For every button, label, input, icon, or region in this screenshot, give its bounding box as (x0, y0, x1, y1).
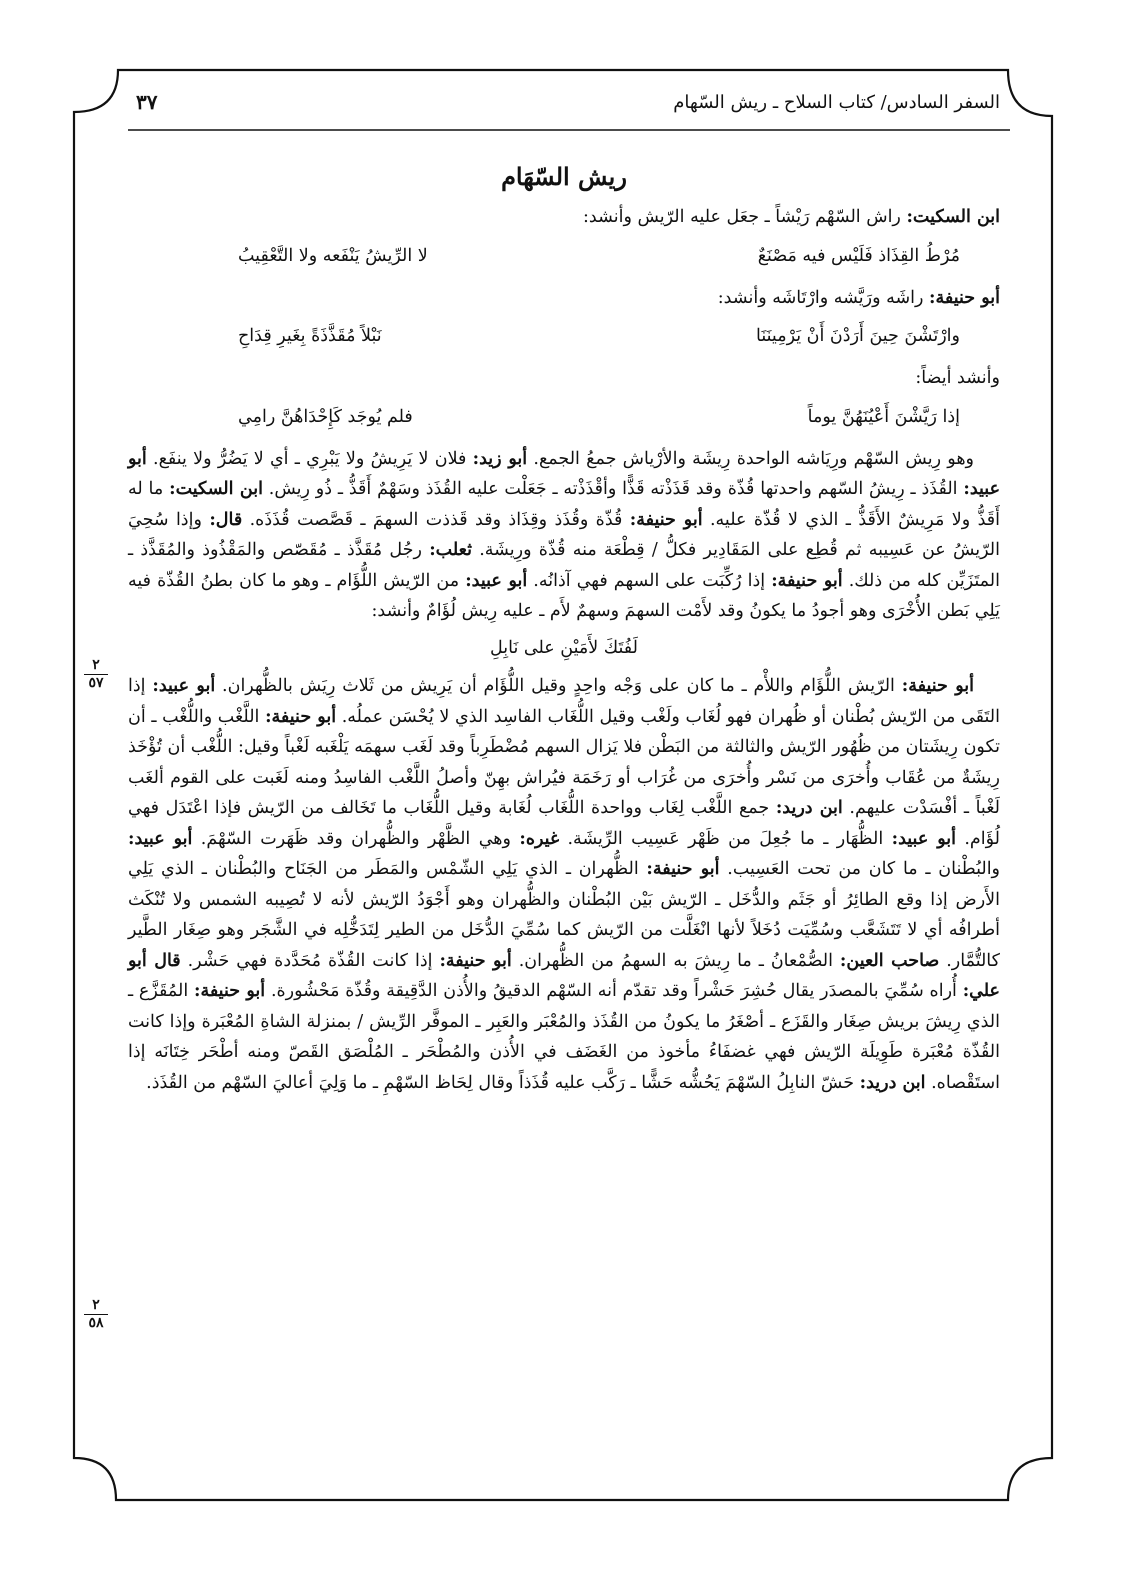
paragraph (128, 363, 1000, 394)
paragraph-text: من الرّيش اللُّؤَام ـ وهو ما كان بطنُ القُذّة فيه يَلِي بَطن الأُخْرَى وهو أجودُ ما يكونُ وقد لأَمْت السهمَ وسهمٌ لأَم ـ عليه رِيش لُؤَامٌ وأنشد: (128, 570, 1000, 621)
running-title: السفر السادس/ كتاب السلاح ـ ريش السّهام (673, 92, 1000, 113)
speaker-name: أبو حنيفة: (265, 706, 337, 727)
paragraph (128, 202, 1000, 233)
paragraph-text: اللَّغْب واللُّغْب ـ أن تكون رِيشَتان من ظُهُور الرّيش والثالثة من البَطْن فلا يَزال السهم مُضْطَرِباً وقد لَغَب سهمَه يَلْغَبه لَغْباً وقيل: اللُّغْب أن تُؤْخَذ رِيشَةٌ من عُقَاب وأُخرَى من نَسْر وأُخرَى من غُرَاب أو رَخَمَة فيُراش بهِنّ وأصلُ اللَّغْب الفاسِدُ ومنه لَغَبت على القوم ألغَب لَغْباً ـ أفْسَدْت عليهم. (128, 706, 1000, 818)
paragraph-text: حَشّ النابِلُ السّهْمَ يَحُشُّه حَشًّا ـ رَكَّب عليه قُذَذاً وقال لِحَاظ السّهْمِ ـ ما وَلِيَ أعاليَ السّهْم من القُذَذ. (146, 1072, 860, 1093)
paragraph-text: أُراه سُمِّيَ بالمصدَر يقال حُشِرَ حَشْراً وقد تقدّم أنه السّهْم الدقيقُ والأُذن الدَّقِيقة وقُذّة مَحْشُورة. (265, 981, 963, 1001)
speaker-name: أبو حنيفة: (439, 950, 512, 971)
paragraph-text: وهو رِيش السّهْم ورِيَاشه الواحدة رِيشَة والأرْياش جمعُ الجمع. (527, 448, 974, 469)
speaker-name: أبو حنيفة: (629, 509, 703, 530)
speaker-name: أبو حنيفة: (646, 859, 720, 879)
section-title: ريش السّهَام (501, 162, 627, 191)
speaker-name: أبو حنيفة: (771, 570, 843, 591)
paragraph-text: راشَه ورَيَّشه وارْتَاشَه وأنشد: (717, 287, 930, 308)
paragraph-text: ما له أَقَذُّ ولا مَرِيشٌ الأَقَذُّ ـ الذي لا قُذّة عليه. (128, 479, 1000, 530)
paragraph-text: إذا رُكِّبَت على السهم فهي آذانُه. (527, 570, 772, 591)
verse-second-hemistich: نَبْلاً مُقَذَّذَةً بِغَيرِ قِدَاحِ (238, 326, 382, 346)
paragraph-text: الظُّهَار ـ ما جُعِلَ من ظَهْر عَسِيب الرِّيشَة. (559, 828, 892, 849)
margin-ref-page: ٥٧ (88, 675, 104, 691)
margin-ref-page: ٥٨ (88, 1315, 104, 1331)
paragraph-text: الصُّمْعانُ ـ ما رِيشَ به السهمُ من الظُّهران. (511, 950, 840, 971)
paragraph-text: وأنشد أيضاً: (915, 368, 1000, 388)
margin-ref-volume: ٢ (92, 657, 100, 673)
speaker-name: ثعلب: (429, 540, 472, 560)
page-body (128, 160, 1000, 1098)
speaker-name: أبو عبيد: (891, 828, 956, 849)
speaker-name: ابن دريد: (775, 798, 843, 818)
paragraph-text: إذا كانت القُذّة مُحَدَّدة فهي حَشْر. (180, 950, 440, 971)
paragraph-text: جمع اللَّغْب لِغَاب وواحدة اللُّغَاب لُغَابة وقيل اللُّغَاب ما تَخَالف من الرّيش فإذا اعْتَدَل فهي لُؤَام. (128, 798, 1001, 849)
poetry-half-verse: لَفُتَكَ لأَمَيْنِ على نَابِلِ (489, 637, 638, 658)
speaker-name: أبو عبيد: (128, 448, 1001, 499)
speaker-name: أبو حنيفة: (929, 287, 1000, 308)
speaker-name: أبو عبيد: (128, 828, 193, 849)
speaker-name: غيره: (519, 828, 560, 849)
paragraph-text: وهي الظَّهْر والظُّهران وقد ظَهَرت السّهْمَ. (192, 828, 520, 849)
verse-first-hemistich: إذا رَيَّشْنَ أَعْيُنَهُنَّ يوماً (807, 406, 960, 427)
margin-reference (80, 1298, 112, 1331)
poetry-verse (128, 313, 1000, 363)
speaker-name: صاحب العين: (839, 950, 940, 971)
margin-reference (80, 658, 112, 691)
paragraph-text: فلان لا يَرِيشُ ولا يَبْرِي ـ أي لا يَضُرُّ ولا ينفَع. (146, 448, 473, 469)
paragraph-text: راش السّهْم رَيْشاً ـ جعَل عليه الرّيش وأنشد: (583, 207, 907, 227)
speaker-name: قال: (209, 509, 243, 530)
page-number: ٣٧ (136, 90, 158, 114)
speaker-name: أبو عبيد: (465, 570, 528, 591)
paragraph-text: الرّيش اللُّؤَام واللأْم ـ ما كان على وَجْه واحِدٍ وقيل اللُّؤَام أن يَرِيش من ثَلاث رِيَش بالظُّهران. (215, 676, 902, 696)
paragraph (128, 444, 1000, 627)
paragraph (128, 671, 1000, 1098)
paragraph (128, 283, 1000, 314)
verse-first-hemistich: مُرْطُ القِذَاذ فَلَيْس فيه مَصْنَعٌ (757, 245, 960, 266)
verse-first-hemistich: وارْتَشْنَ حِينَ أَرَدْنَ أَنْ يَرْمِينَنَا (756, 326, 960, 346)
speaker-name: أبو حنيفة: (193, 981, 266, 1001)
verse-second-hemistich: فلم يُوجَد كَإِحْدَاهُنَّ رامِي (238, 406, 413, 427)
paragraph-text: القُذَذ ـ رِيشُ السّهم واحدتها قُذّة وقد قَذَذْته قَذًّا وأقْذَذْته ـ جَعَلْت عليه القُذَذ وسَهْمٌ أَقَذُّ ـ ذُو رِيش. (262, 479, 964, 499)
paragraph-text: إذا التَقَى من الرّيش بُطْنان أو ظُهران فهو لُغَاب ولَغْب وقيل اللُّغَاب الفاسِد الذي لا يُحْسَن عملُه. (128, 676, 1000, 727)
speaker-name: قال أبو علي: (128, 950, 1000, 1001)
speaker-name: ابن السكيت: (906, 207, 1000, 227)
speaker-name: ابن دريد: (859, 1072, 926, 1093)
paragraph-text: الظُّهران ـ الذي يَلِي الشّمْس والمَطَر من الجَنَاح والبُطْنان ـ الذي يَلِي الأَرض إذا وقع الطائِرُ أو جَثَم والدُّخَل ـ الرّيش بَيْن البُطْنان والظُّهران وهو أَجْوَدُ الرّيش لأنه لا تُصِيبه الشمس ولا تُنْكَث أطرافُه أي لا تَتَشَعَّب وسُمِّيَت دُخَلاً لأنها انْغَلَّت من الرّيش كما سُمِّيَ الدُّخَل من الطير لِتَدَخُّلِه في الشَّجَر وهو صِغَار الطَّير كالتُّمَّار. (128, 859, 1000, 971)
margin-ref-volume: ٢ (92, 1297, 100, 1313)
paragraph-text: والبُطْنان ـ ما كان من تحت العَسِيب. (719, 859, 1001, 879)
speaker-name: أبو حنيفة: (901, 676, 974, 696)
speaker-name: أبو عبيد: (152, 676, 216, 696)
poetry-verse (128, 233, 1000, 283)
paragraph-text: وإذا سُحِيَ الرّيشُ عن عَسِيبه ثم قُطِع على المَقَادِير فكلُّ / قِطْعَة منه قُذّة ورِيشَة. (128, 509, 1000, 560)
poetry-verse (128, 394, 1000, 444)
verse-second-hemistich: لا الرِّيشُ يَنْفَعه ولا التَّعْقِيبُ (238, 245, 428, 266)
page-header (128, 92, 1000, 122)
paragraph-text: المُقَزَّع ـ الذي رِيشَ بريش صِغَار والقَزَع ـ أصْغَرُ ما يكونُ من القُذَذ والمُعْبَر والعَبِر ـ الموفَّر الرِّيش / بمنزلة الشاةِ المُعْبَرة وإذا كانت القُذّة مُعْبَرة طَوِيلَة الرّيش فهي غضفَاءُ مأخوذ من الغَضَف في الأُذن والمُطْحَر ـ المُلْصَق القَصّ ومنه أطْحَر خِتَانَه إذا استَقْصاه. (128, 981, 1000, 1093)
paragraph-text: رجُل مُقَذَّذ ـ مُقَصّص والمَقْذُوذ والمُقَذَّذ ـ المتَزَيِّن كله من ذلك. (128, 540, 1000, 591)
speaker-name: ابن السكيت: (169, 479, 263, 499)
speaker-name: أبو زيد: (472, 448, 528, 469)
paragraph-text: قُذّة وقُذَذ وقِذَاذ وقد قَذذت السهمَ ـ قَصَّصت قُذَذَه. (242, 509, 630, 530)
